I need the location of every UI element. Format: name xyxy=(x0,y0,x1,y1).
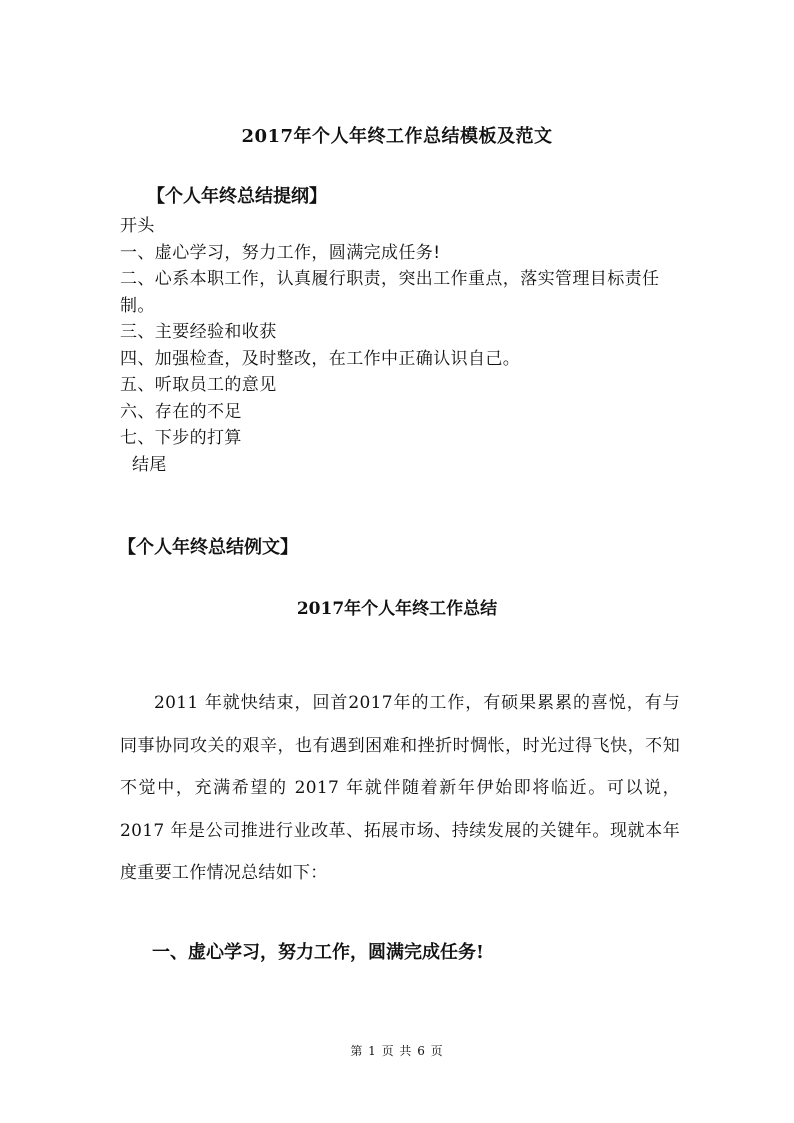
outline-item: 五、听取员工的意见 xyxy=(120,375,277,395)
body-paragraph: 2011 年就快结束，回首2017年的工作，有硕果累累的喜悦，有与同事协同攻关的艰辛，也有遇到困难和挫折时惆怅，时光过得飞快，不知不觉中，充满希望的 2017 年就伴随着新年伊始即将临近。可以说，2017 年是公司推进行业改革、拓展市场、持续发展的关键年。现就本年度重要工作情况总结如下： xyxy=(120,693,680,883)
outline-item: 二、心系本职工作，认真履行职责，突出工作重点，落实管理目标责任制。 xyxy=(120,269,660,316)
outline-item: 七、下步的打算 xyxy=(120,428,242,448)
document-title: 2017年个人年终工作总结模板及范文 xyxy=(241,126,553,147)
outline-item: 六、存在的不足 xyxy=(120,401,242,422)
outline-list xyxy=(120,213,680,478)
outline-item: 四、加强检查，及时整改，在工作中正确认识自己。 xyxy=(120,348,521,369)
outline-item: 三、主要经验和收获 xyxy=(120,322,277,342)
essay-title: 2017年个人年终工作总结 xyxy=(296,599,498,619)
outline-item: 一、虚心学习，努力工作，圆满完成任务! xyxy=(120,242,441,263)
example-heading: 【个人年终总结例文】 xyxy=(118,537,298,558)
section-heading: 一、虚心学习，努力工作，圆满完成任务! xyxy=(152,942,484,963)
outline-item: 结尾 xyxy=(132,454,167,475)
page-number-footer: 第 1 页 共 6 页 xyxy=(350,1044,444,1058)
outline-heading: 【个人年终总结提纲】 xyxy=(147,186,327,207)
outline-item: 开头 xyxy=(120,216,155,236)
